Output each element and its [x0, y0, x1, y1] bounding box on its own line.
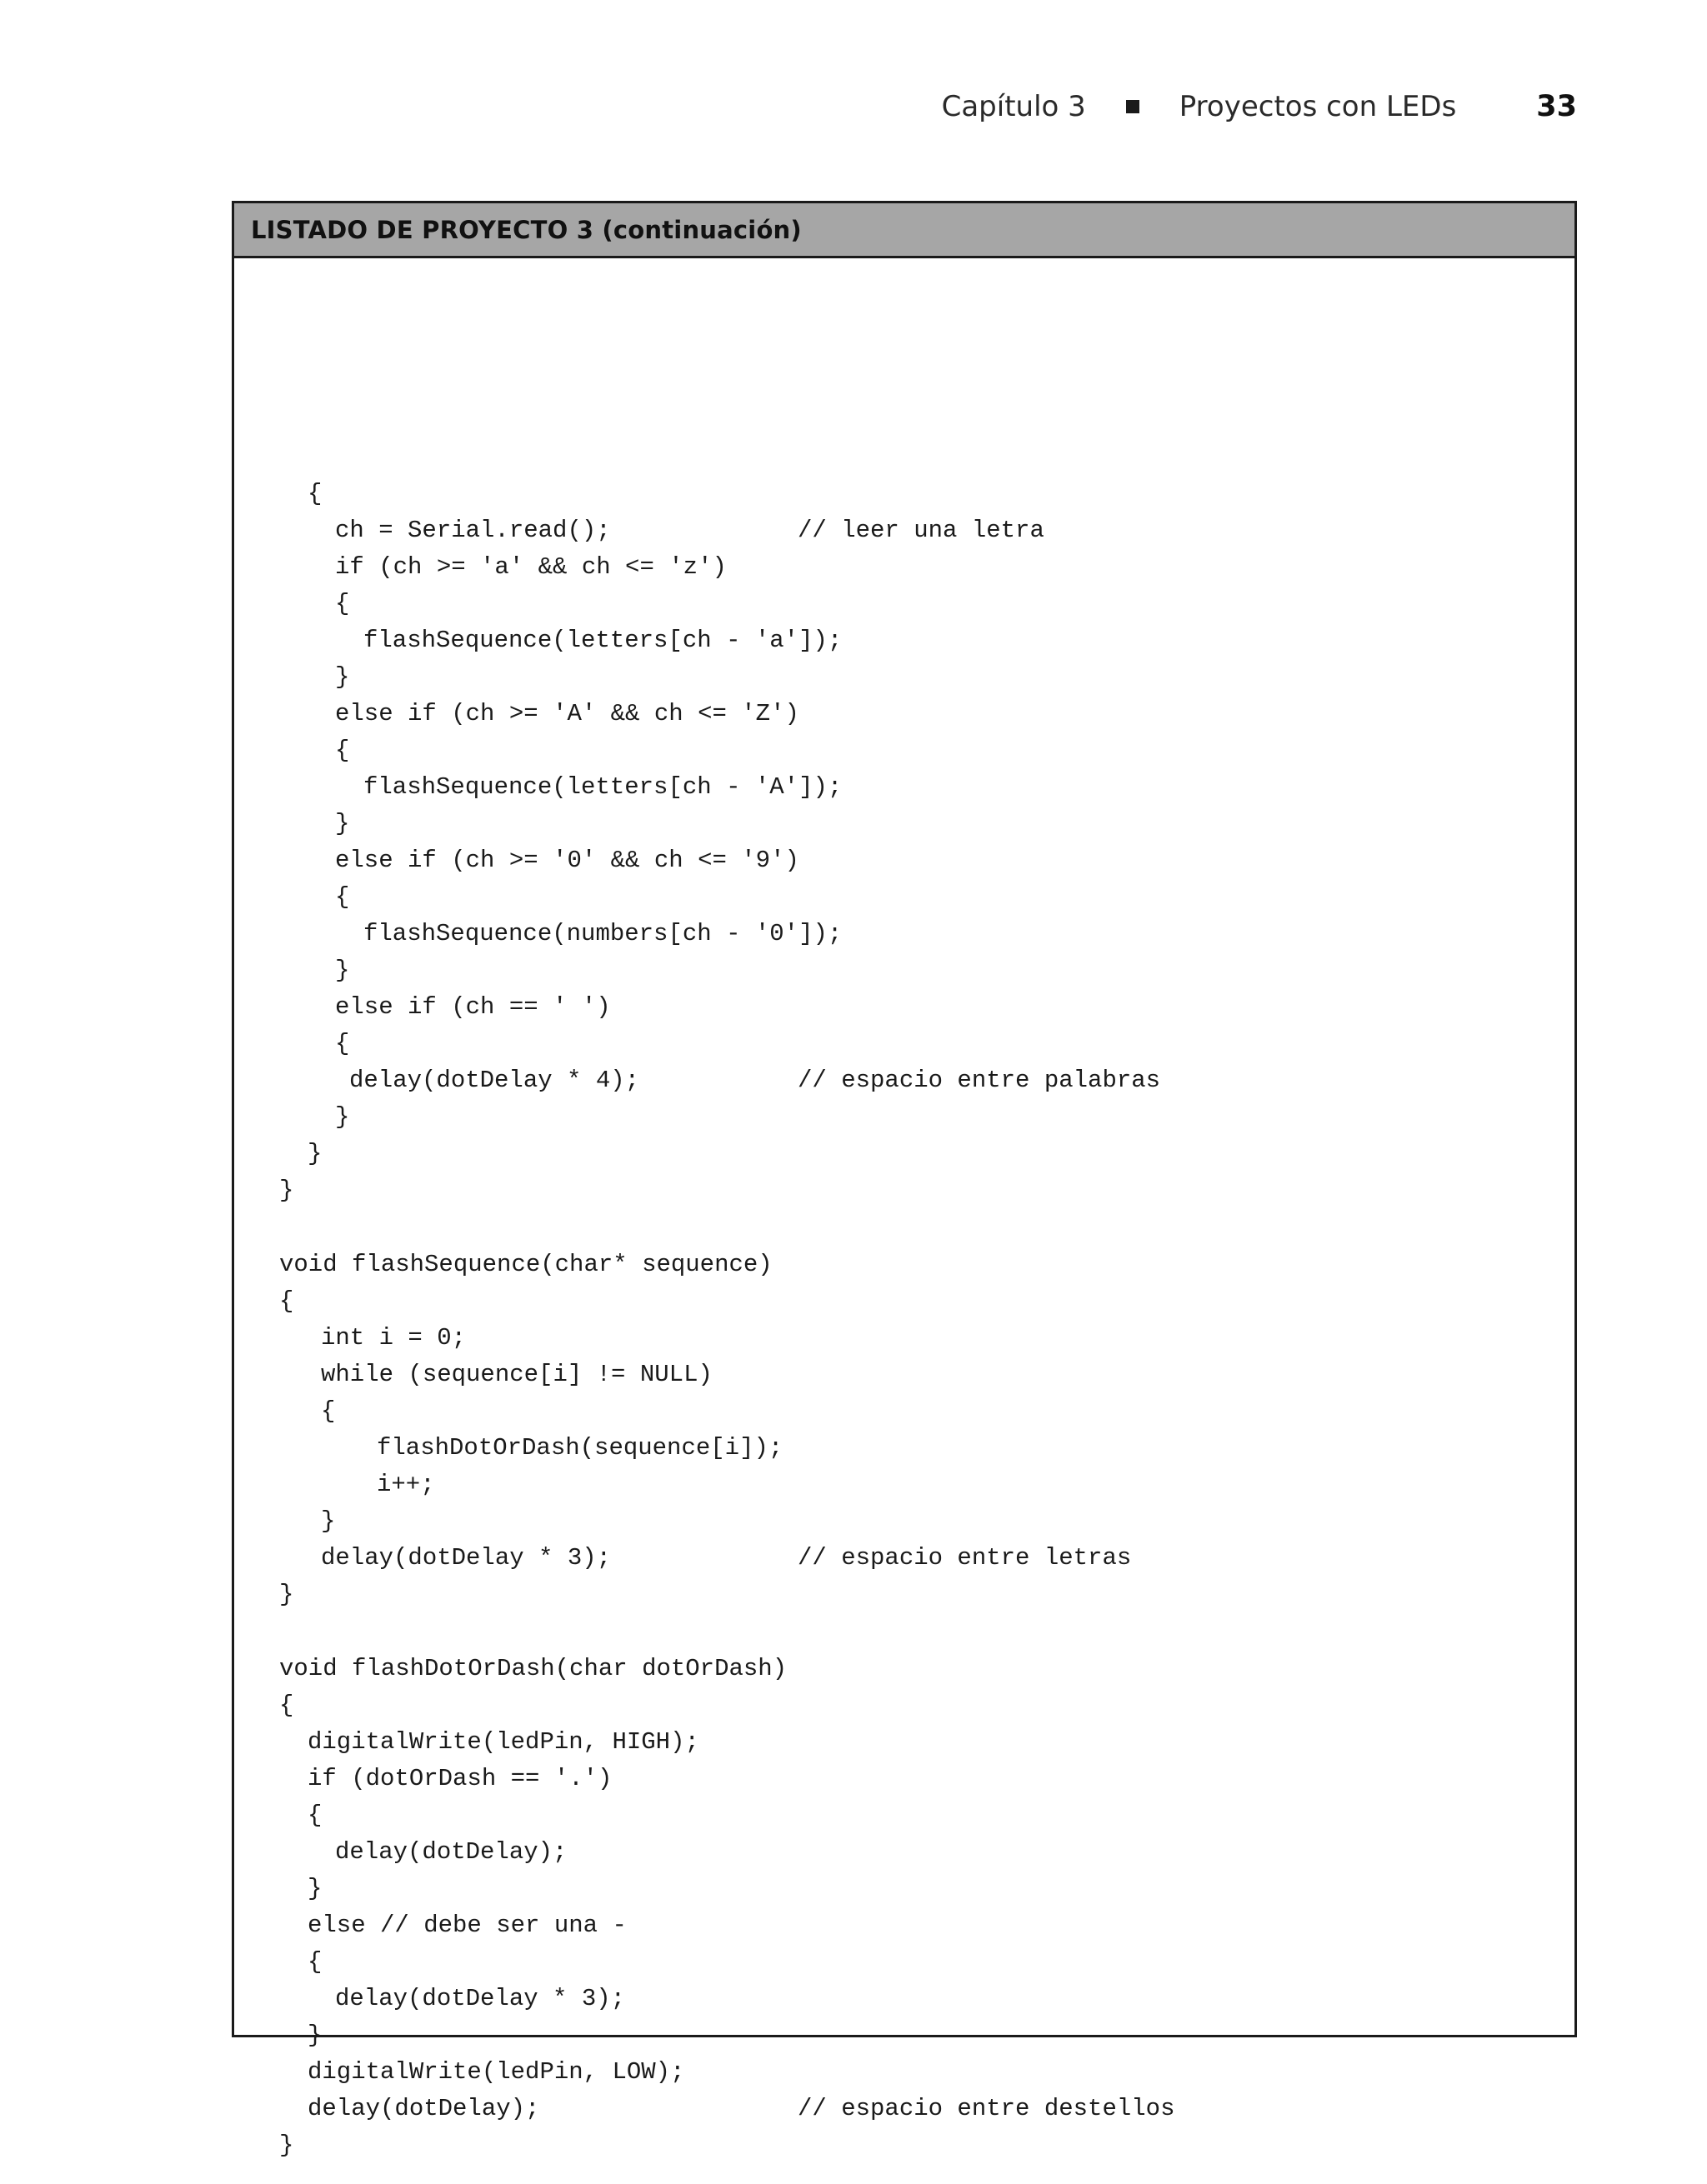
- code-line: ch = Serial.read();: [335, 517, 611, 544]
- code-line: {: [279, 1692, 294, 1719]
- code-line: flashSequence(letters[ch - 'a']);: [363, 627, 843, 654]
- code-line: {: [279, 1287, 294, 1315]
- code-listing-box: [232, 201, 1577, 2159]
- code-line: delay(dotDelay * 3);: [335, 1985, 626, 2012]
- code-line: else // debe ser una -: [308, 1912, 627, 1939]
- running-header: [942, 90, 1577, 123]
- code-line: {: [335, 883, 350, 911]
- code-line: else if (ch == ' '): [335, 993, 611, 1021]
- code-line: }: [335, 957, 350, 984]
- code-comment: // espacio entre destellos: [798, 2095, 1175, 2122]
- listing-title-bar: [234, 203, 1574, 258]
- code-line: }: [279, 1581, 294, 1608]
- code-line: digitalWrite(ledPin, HIGH);: [308, 1728, 699, 1756]
- code-line: {: [321, 1397, 336, 1425]
- code-line: if (dotOrDash == '.'): [308, 1765, 613, 1792]
- code-line: flashSequence(numbers[ch - '0']);: [363, 920, 843, 947]
- code-line: else if (ch >= 'A' && ch <= 'Z'): [335, 700, 799, 727]
- code-line: flashDotOrDash(sequence[i]);: [377, 1434, 783, 1462]
- code-line: {: [335, 737, 350, 764]
- code-line: delay(dotDelay);: [308, 2095, 540, 2122]
- code-line: }: [308, 2022, 323, 2049]
- code-line: }: [279, 2132, 294, 2159]
- code-comment: // espacio entre palabras: [798, 1067, 1161, 1094]
- code-line: }: [308, 1875, 323, 1902]
- code-line: }: [321, 1507, 336, 1535]
- code-line: void flashDotOrDash(char dotOrDash): [279, 1655, 788, 1682]
- code-line: digitalWrite(ledPin, LOW);: [308, 2058, 685, 2086]
- code-line: delay(dotDelay * 3);: [321, 1544, 612, 1572]
- chapter-label: Capítulo 3: [941, 90, 1086, 123]
- code-line: }: [335, 810, 350, 837]
- code-line: }: [335, 1103, 350, 1131]
- code-area: [234, 258, 1574, 2159]
- code-line: while (sequence[i] != NULL): [321, 1361, 713, 1388]
- code-comment: // espacio entre letras: [798, 1544, 1132, 1572]
- code-line: {: [308, 1802, 323, 1829]
- listing-title: LISTADO DE PROYECTO 3 (continuación): [251, 215, 802, 244]
- page-number: 33: [1536, 90, 1577, 123]
- code-line: i++;: [377, 1471, 435, 1498]
- code-line: {: [308, 480, 323, 507]
- code-line: int i = 0;: [321, 1324, 467, 1352]
- section-title: Proyectos con LEDs: [1179, 90, 1457, 123]
- code-line: delay(dotDelay * 4);: [349, 1067, 640, 1094]
- code-line: }: [308, 1140, 323, 1167]
- code-line: if (ch >= 'a' && ch <= 'z'): [335, 553, 727, 581]
- code-line: delay(dotDelay);: [335, 1838, 568, 1866]
- code-line: flashSequence(letters[ch - 'A']);: [363, 773, 843, 801]
- code-line: {: [335, 1030, 350, 1057]
- code-line: {: [335, 590, 350, 617]
- code-line: else if (ch >= '0' && ch <= '9'): [335, 847, 799, 874]
- code-line: {: [308, 1948, 323, 1976]
- code-line: }: [279, 1177, 294, 1204]
- square-bullet-icon: [1126, 100, 1139, 113]
- code-comment: // leer una letra: [798, 517, 1044, 544]
- code-line: }: [335, 663, 350, 691]
- code-line: void flashSequence(char* sequence): [279, 1251, 773, 1278]
